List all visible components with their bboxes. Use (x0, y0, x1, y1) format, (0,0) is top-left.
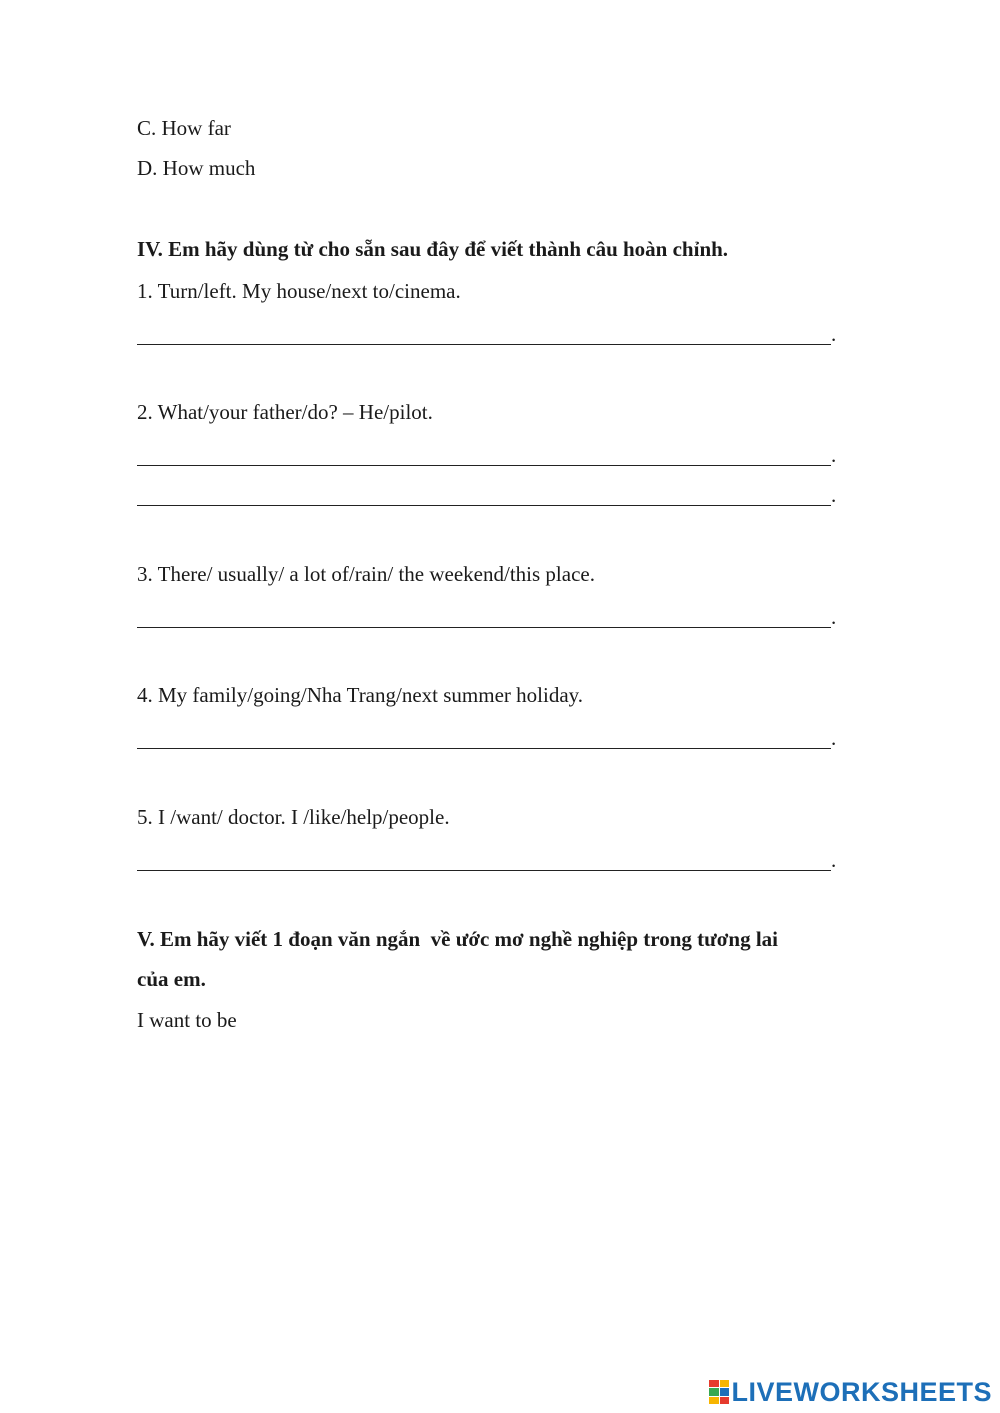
answer-line-end: . (831, 322, 837, 346)
section-iv-heading: IV. Em hãy dùng từ cho sẵn sau đây để viết thành câu hoàn chỉnh. (137, 237, 729, 261)
option-c: C. How far (137, 116, 231, 140)
prompt-1: 1. Turn/left. My house/next to/cinema. (137, 279, 461, 303)
answer-line-end: . (831, 605, 837, 629)
answer-line-end: . (831, 848, 837, 872)
answer-line-2b[interactable] (137, 505, 831, 506)
writing-area[interactable] (137, 1008, 857, 1044)
liveworksheets-brand: LIVEWORKSHEETS (731, 1376, 992, 1407)
prompt-2: 2. What/your father/do? – He/pilot. (137, 400, 433, 424)
option-d: D. How much (137, 156, 256, 180)
section-v-heading-cont: của em. (137, 967, 206, 991)
answer-line-end: . (831, 726, 837, 750)
answer-line-3[interactable] (137, 627, 831, 628)
answer-line-end: . (831, 483, 837, 507)
liveworksheets-logo-icon (709, 1380, 729, 1404)
answer-line-4[interactable] (137, 748, 831, 749)
writing-starter: I want to be (137, 1008, 237, 1032)
answer-line-5[interactable] (137, 870, 831, 871)
answer-line-1[interactable] (137, 344, 831, 345)
prompt-4: 4. My family/going/Nha Trang/next summer holiday. (137, 683, 584, 707)
section-v-heading: V. Em hãy viết 1 đoạn văn ngắn về ước mơ nghề nghiệp trong tương lai (137, 927, 778, 951)
liveworksheets-logo (709, 1377, 992, 1407)
answer-line-2a[interactable] (137, 465, 831, 466)
prompt-5: 5. I /want/ doctor. I /like/help/people. (137, 805, 450, 829)
prompt-3: 3. There/ usually/ a lot of/rain/ the weekend/this place. (137, 562, 595, 586)
answer-line-end: . (831, 443, 837, 467)
